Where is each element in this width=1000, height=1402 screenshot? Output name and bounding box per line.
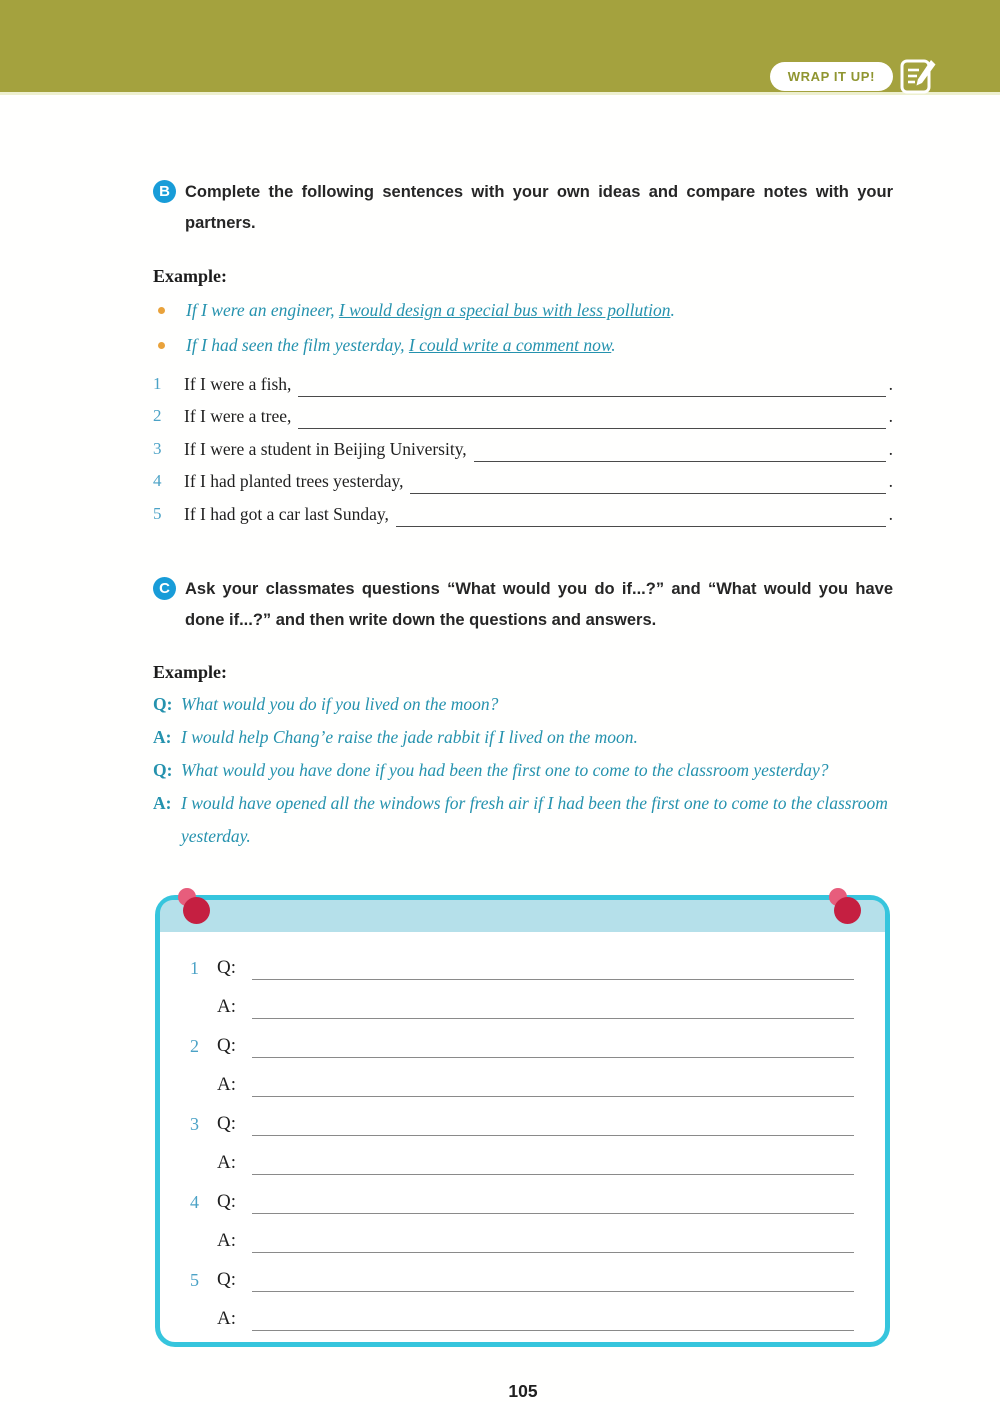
example-label-b: Example:: [153, 266, 227, 286]
qa-label: Q:: [153, 693, 173, 714]
wrap-it-up-badge: [770, 62, 893, 91]
q-label: Q:: [217, 956, 236, 978]
item-text: If I had got a car last Sunday,: [184, 503, 389, 524]
answer-line: [252, 1033, 854, 1058]
blank-item: [153, 462, 893, 495]
underlined-answer: I would design a special bus with less pollution: [338, 300, 671, 320]
a-label: A:: [217, 1307, 236, 1329]
page-content: [0, 177, 1000, 1402]
answer-rows: [160, 932, 885, 1337]
section-b-heading: [153, 177, 893, 239]
pushpin-icon: [827, 888, 867, 928]
example-sentence: If I had seen the film yesterday, I could write a comment now.: [186, 335, 616, 355]
item-period: .: [888, 438, 893, 459]
item-number: 1: [153, 373, 162, 393]
item-period: .: [888, 503, 893, 524]
a-label: A:: [217, 995, 236, 1017]
answer-line: [252, 1072, 854, 1097]
example-bullet-row: [153, 298, 893, 322]
item-number: 5: [153, 503, 162, 523]
qa-text: I would help Chang’e raise the jade rabbit if I lived on the moon.: [181, 726, 638, 747]
q-label: Q:: [217, 1034, 236, 1056]
qa-label: A:: [153, 792, 172, 813]
answer-line: [252, 1306, 854, 1331]
answer-box: [155, 895, 890, 1347]
qa-example-row: [153, 688, 893, 721]
a-label: A:: [217, 1073, 236, 1095]
answer-answer-row: [190, 1064, 854, 1103]
answer-answer-row: [190, 986, 854, 1025]
qa-label: Q:: [153, 759, 173, 780]
answer-answer-row: [190, 1142, 854, 1181]
section-c-badge: C: [153, 577, 176, 600]
qa-text: What would you have done if you had been the first one to come to the classroom yesterday?: [181, 759, 829, 780]
answer-question-row: [190, 1103, 854, 1142]
blank-item: [153, 429, 893, 462]
q-label: Q:: [217, 1268, 236, 1290]
item-period: .: [888, 373, 893, 394]
item-text: If I were a fish,: [184, 373, 292, 394]
answer-question-row: [190, 947, 854, 986]
answer-question-row: [190, 1025, 854, 1064]
section-c-title: Ask your classmates questions “What would you do if...?” and “What would you have done if...?” and then write down the questions and answers.: [185, 579, 893, 629]
qa-example-row: [153, 787, 893, 853]
qa-examples: [153, 688, 893, 853]
bullet-icon: [158, 307, 165, 314]
answer-answer-row: [190, 1298, 854, 1337]
item-text: If I were a student in Beijing University,: [184, 438, 467, 459]
example-label-c: Example:: [153, 661, 227, 682]
blank-line: [298, 402, 885, 429]
answer-line: [252, 1189, 854, 1214]
qa-text: What would you do if you lived on the moon?: [181, 693, 499, 714]
blank-item: [153, 397, 893, 430]
blank-line: [298, 370, 885, 397]
wrap-it-up-label: WRAP IT UP!: [787, 69, 875, 84]
answer-question-row: [190, 1259, 854, 1298]
blank-line: [474, 435, 886, 462]
answer-answer-row: [190, 1220, 854, 1259]
row-number: 2: [190, 1035, 199, 1056]
edit-note-icon: [898, 56, 938, 97]
blank-item: [153, 494, 893, 527]
row-number: 4: [190, 1191, 199, 1212]
qa-example-row: [153, 754, 893, 787]
answer-box-header-strip: [160, 900, 885, 932]
qa-label: A:: [153, 726, 172, 747]
blank-line: [410, 467, 885, 494]
item-text: If I had planted trees yesterday,: [184, 471, 404, 491]
answer-line: [252, 994, 854, 1019]
item-number: 4: [153, 471, 162, 490]
section-b-items: [153, 364, 893, 527]
item-period: .: [888, 406, 893, 426]
qa-text: I would have opened all the windows for fresh air if I had been the first one to come to the classroom yesterday.: [181, 792, 888, 846]
answer-line: [252, 1111, 854, 1136]
qa-example-row: [153, 721, 893, 754]
answer-question-row: [190, 1181, 854, 1220]
example-bullet-row: [153, 333, 893, 357]
item-text: If I were a tree,: [184, 406, 292, 426]
section-c-heading: [153, 574, 893, 636]
page-number: 105: [508, 1380, 538, 1401]
bullet-icon: [158, 342, 165, 349]
blank-item: [153, 364, 893, 397]
item-number: 3: [153, 438, 162, 458]
answer-line: [252, 955, 854, 980]
blank-line: [396, 500, 886, 527]
section-b-badge: B: [153, 180, 176, 203]
underlined-answer: I could write a comment now: [408, 335, 612, 355]
example-sentence: If I were an engineer, I would design a special bus with less pollution.: [186, 300, 675, 320]
page-band: [0, 0, 1000, 95]
row-number: 5: [190, 1269, 199, 1290]
item-number: 2: [153, 406, 162, 425]
q-label: Q:: [217, 1112, 236, 1134]
a-label: A:: [217, 1229, 236, 1251]
section-b-title: Complete the following sentences with your own ideas and compare notes with your partners.: [185, 183, 893, 232]
answer-line: [252, 1150, 854, 1175]
row-number: 1: [190, 957, 199, 978]
row-number: 3: [190, 1113, 199, 1134]
a-label: A:: [217, 1151, 236, 1173]
item-period: .: [888, 471, 893, 491]
answer-line: [252, 1228, 854, 1253]
q-label: Q:: [217, 1190, 236, 1212]
answer-line: [252, 1267, 854, 1292]
pushpin-icon: [176, 888, 216, 928]
